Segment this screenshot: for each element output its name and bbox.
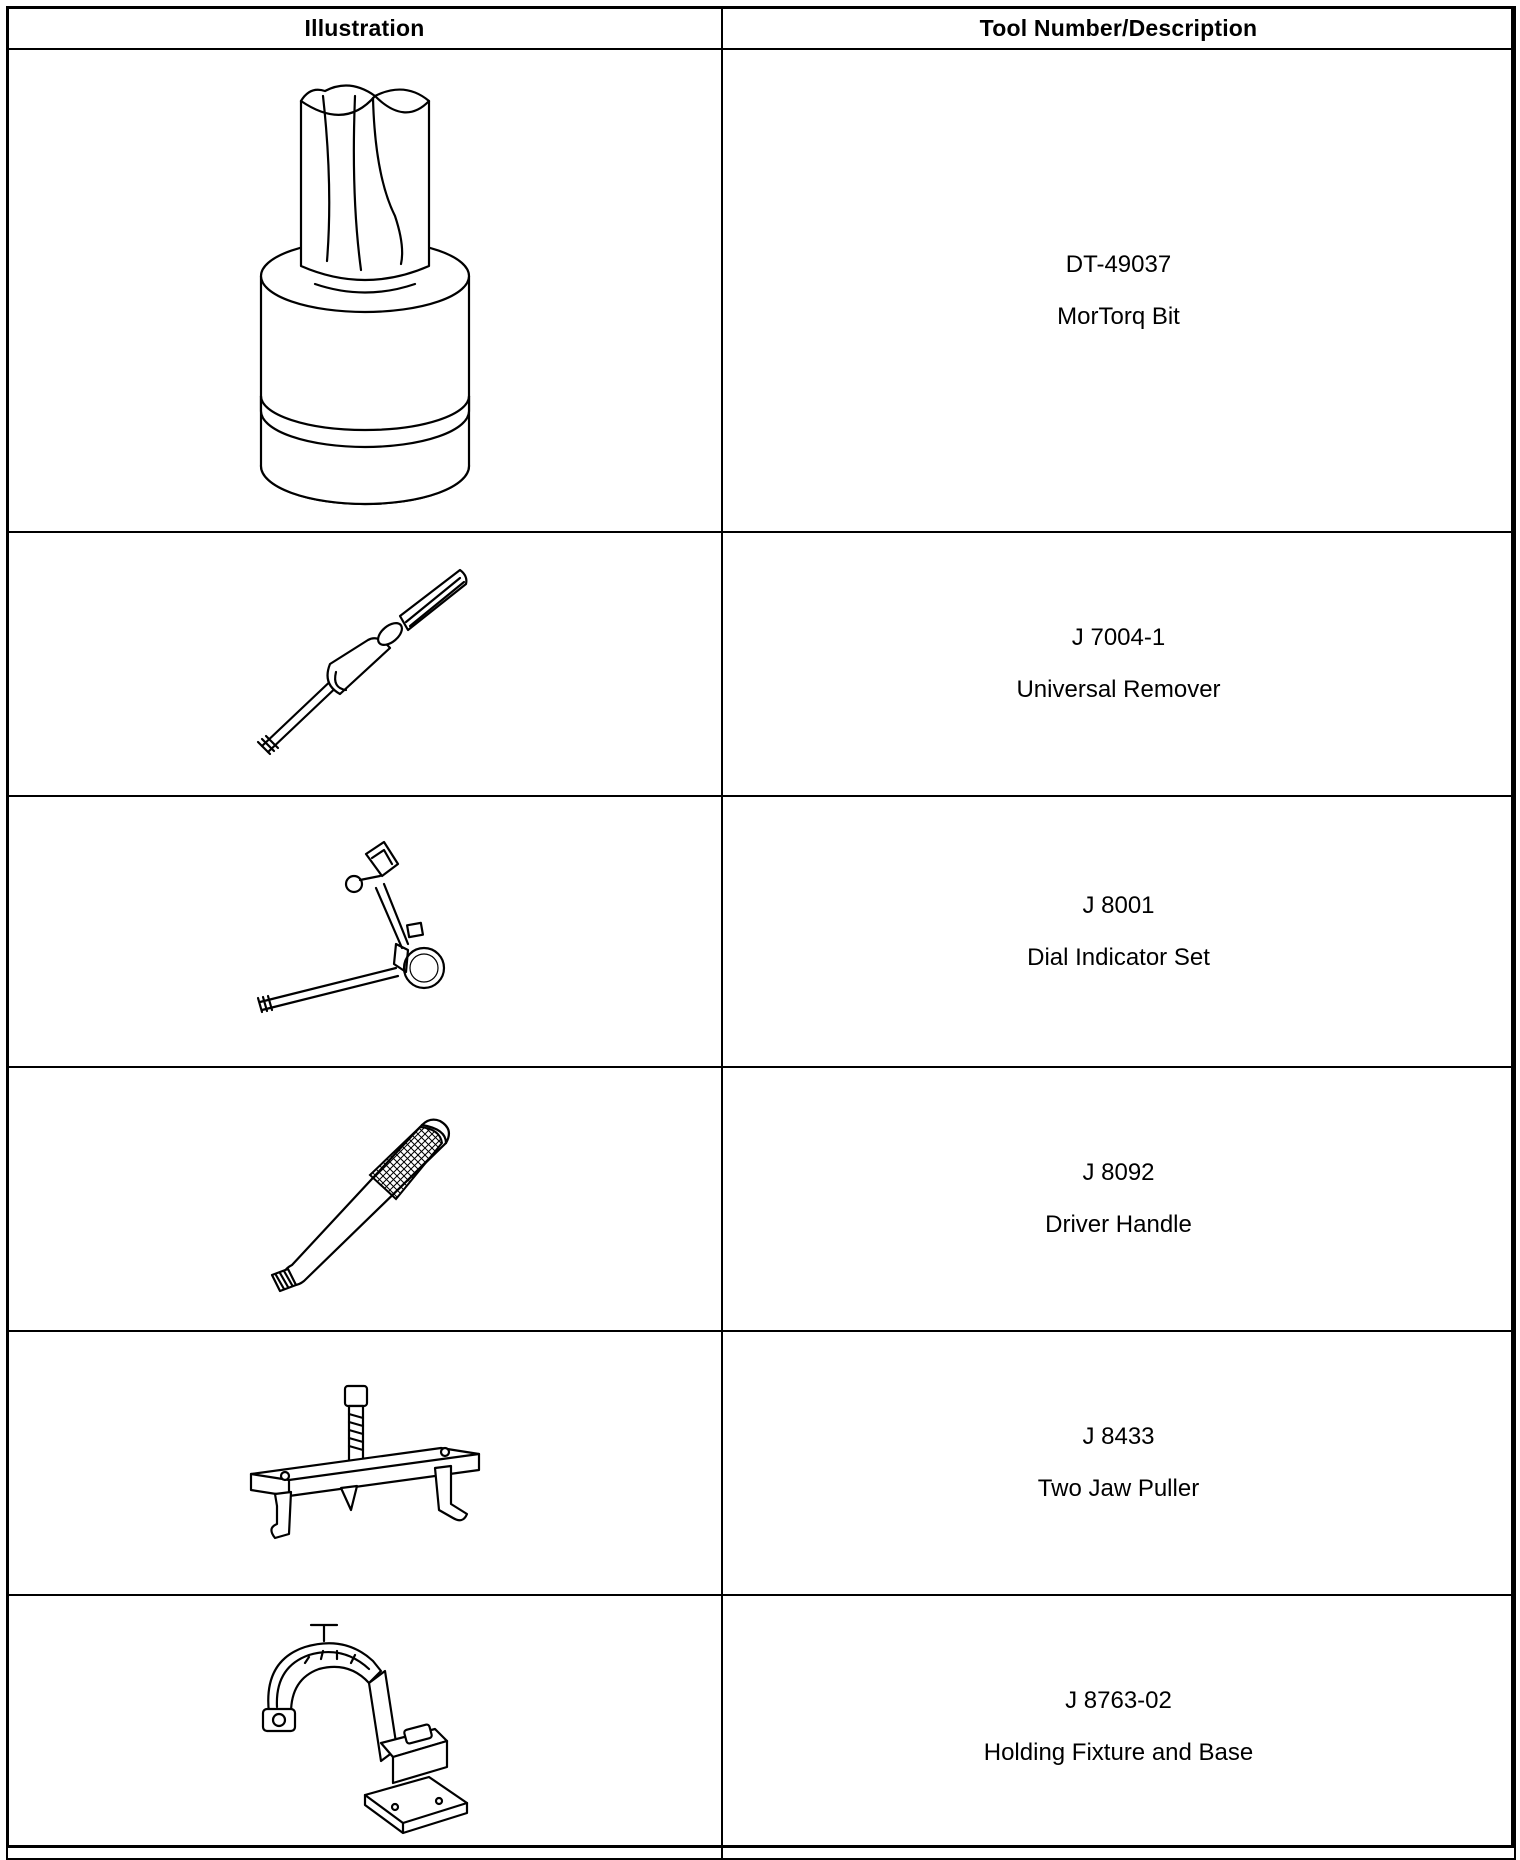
tool-number: J 7004-1	[1071, 624, 1166, 651]
tool-number: J 8763-02	[1065, 1687, 1172, 1714]
tool-number: J 8092	[1082, 1159, 1155, 1186]
tool-name: Dial Indicator Set	[1027, 943, 1210, 971]
tool-number: J 8001	[1082, 891, 1155, 919]
table-outer-border	[6, 6, 1514, 1848]
header-tool-number-description: Tool Number/Description	[722, 7, 1515, 49]
tool-name: Holding Fixture and Base	[983, 1739, 1254, 1766]
tool-name: Universal Remover	[1016, 676, 1221, 703]
tool-number: DT-49037	[1065, 250, 1172, 278]
tool-number: J 8433	[1082, 1423, 1155, 1450]
tool-name: MorTorq Bit	[1057, 302, 1180, 330]
header-illustration: Illustration	[7, 7, 722, 49]
tool-name: Two Jaw Puller	[1037, 1475, 1200, 1502]
tool-name: Driver Handle	[1045, 1211, 1192, 1238]
